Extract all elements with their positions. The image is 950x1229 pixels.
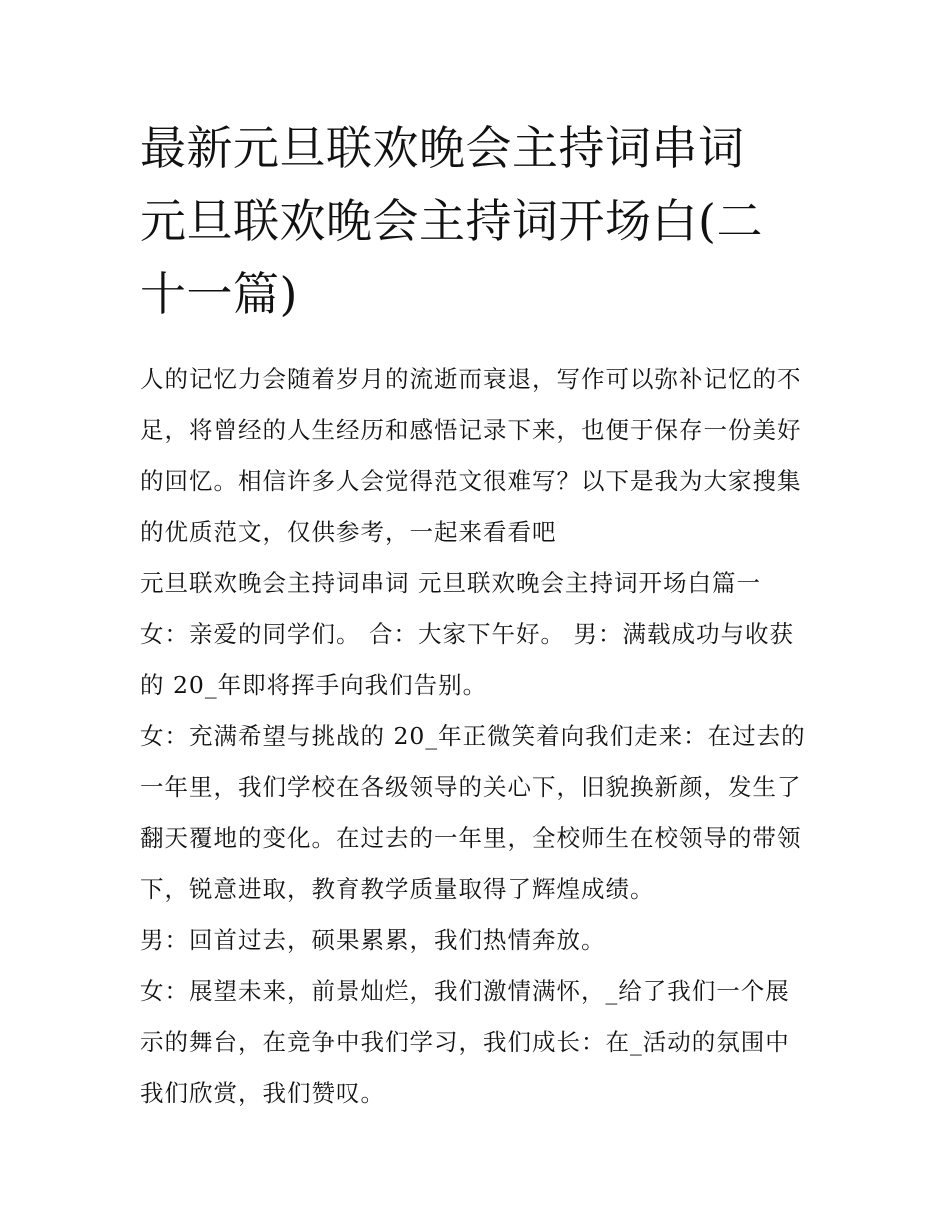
body-line: 女：充满希望与挑战的 20_年正微笑着向我们走来：在过去的 bbox=[140, 722, 806, 750]
body-line: 女：展望未来，前景灿烂，我们激情满怀，_给了我们一个展 bbox=[140, 977, 790, 1005]
body-line: 示的舞台，在竞争中我们学习，我们成长：在_活动的氛围中 bbox=[140, 1028, 790, 1056]
body-line: 一年里，我们学校在各级领导的关心下，旧貌换新颜，发生了 bbox=[140, 773, 802, 801]
body-line: 我们欣赏，我们赞叹。 bbox=[140, 1079, 385, 1107]
body-line: 女：亲爱的同学们。 合：大家下午好。 男：满载成功与收获 bbox=[140, 620, 794, 648]
body-line: 人的记忆力会随着岁月的流逝而衰退，写作可以弥补记忆的不 bbox=[140, 365, 802, 393]
body-line: 元旦联欢晚会主持词串词 元旦联欢晚会主持词开场白篇一 bbox=[140, 569, 761, 597]
title-line: 元旦联欢晚会主持词开场白(二 bbox=[140, 194, 763, 248]
title-line: 十一篇) bbox=[140, 267, 298, 321]
body-line: 的 20_年即将挥手向我们告别。 bbox=[140, 671, 488, 699]
body-line: 足，将曾经的人生经历和感悟记录下来，也便于保存一份美好 bbox=[140, 416, 802, 444]
body-line: 的回忆。相信许多人会觉得范文很难写？以下是我为大家搜集 bbox=[140, 467, 802, 495]
body-line: 的优质范文，仅供参考，一起来看看吧 bbox=[140, 518, 557, 546]
title-line: 最新元旦联欢晚会主持词串词 bbox=[140, 121, 745, 175]
body-line: 男：回首过去，硕果累累，我们热情奔放。 bbox=[140, 926, 606, 954]
page-title bbox=[140, 112, 820, 331]
body-line: 翻天覆地的变化。在过去的一年里，全校师生在校领导的带领 bbox=[140, 824, 802, 852]
body-line: 下，锐意进取，教育教学质量取得了辉煌成绩。 bbox=[140, 875, 655, 903]
document-body bbox=[140, 354, 830, 1119]
